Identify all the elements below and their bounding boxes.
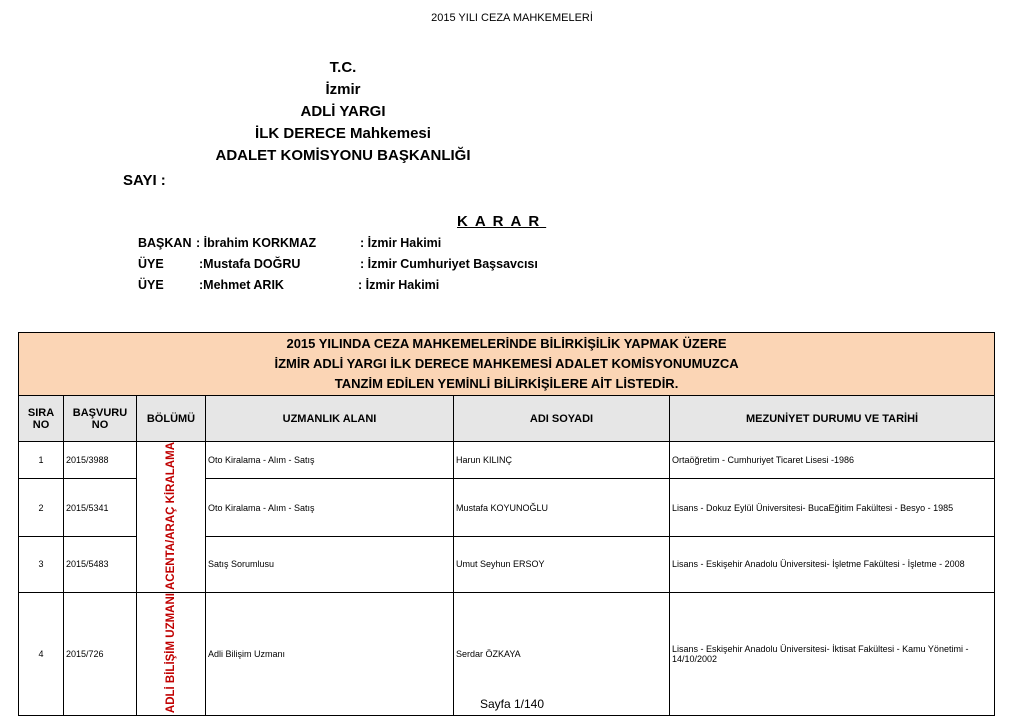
cell-adi-soyadi: Harun KILINÇ bbox=[454, 442, 670, 479]
heading-adli-yargi: ADLİ YARGI bbox=[300, 103, 386, 120]
cell-basvuru: 2015/5341 bbox=[64, 479, 137, 536]
cell-mezuniyet: Lisans - Dokuz Eylül Üniversitesi- BucaEğitim Fakültesi - Besyo - 1985 bbox=[670, 479, 995, 536]
cell-uzmanlik: Adli Bilişim Uzmanı bbox=[206, 593, 454, 716]
header-basvuru: BAŞVURU NO bbox=[64, 396, 137, 442]
cell-uzmanlik: Oto Kiralama - Alım - Satış bbox=[206, 479, 454, 536]
section-label: ADLİ BİLİŞİM UZMANI bbox=[164, 593, 177, 714]
cell-uzmanlik: Oto Kiralama - Alım - Satış bbox=[206, 442, 454, 479]
table-header-row bbox=[19, 396, 995, 442]
committee-title: : İzmir Cumhuriyet Başsavcısı bbox=[360, 257, 538, 271]
cell-basvuru: 2015/5483 bbox=[64, 536, 137, 592]
cell-mezuniyet: Lisans - Eskişehir Anadolu Üniversitesi- İşletme Fakültesi - İşletme - 2008 bbox=[670, 536, 995, 592]
committee-name: :Mehmet ARIK bbox=[199, 278, 284, 292]
heading-court: İLK DERECE Mahkemesi bbox=[255, 125, 431, 142]
committee-role: ÜYE bbox=[138, 257, 164, 271]
table-banner-row bbox=[19, 333, 995, 396]
cell-adi-soyadi: Serdar ÖZKAYA bbox=[454, 593, 670, 716]
cell-mezuniyet: Ortaöğretim - Cumhuriyet Ticaret Lisesi -1986 bbox=[670, 442, 995, 479]
cell-adi-soyadi: Umut Seyhun ERSOY bbox=[454, 536, 670, 592]
cell-sira: 4 bbox=[19, 593, 64, 716]
cell-uzmanlik: Satış Sorumlusu bbox=[206, 536, 454, 592]
table-banner bbox=[19, 333, 995, 396]
header-sira: SIRA NO bbox=[19, 396, 64, 442]
cell-sira: 1 bbox=[19, 442, 64, 479]
banner-line: 2015 YILINDA CEZA MAHKEMELERİNDE BİLİRKİŞİLİK YAPMAK ÜZERE bbox=[286, 336, 727, 351]
page-footer: Sayfa 1/140 bbox=[479, 697, 545, 711]
expert-list-table bbox=[18, 332, 995, 716]
committee-role: BAŞKAN bbox=[138, 236, 192, 250]
committee-name: : İbrahim KORKMAZ bbox=[196, 236, 317, 250]
karar-title: KARAR bbox=[457, 213, 547, 230]
page-header: 2015 YILI CEZA MAHKEMELERİ bbox=[431, 12, 593, 24]
banner-line: İZMİR ADLİ YARGI İLK DERECE MAHKEMESİ ADALET KOMİSYONUMUZCA bbox=[274, 356, 739, 371]
committee-role: ÜYE bbox=[138, 278, 164, 292]
heading-tc: T.C. bbox=[329, 59, 357, 76]
committee-name: :Mustafa DOĞRU bbox=[199, 257, 301, 271]
cell-basvuru: 2015/3988 bbox=[64, 442, 137, 479]
cell-sira: 3 bbox=[19, 536, 64, 592]
heading-city: İzmir bbox=[325, 81, 361, 98]
table-row bbox=[19, 442, 995, 479]
heading-commission: ADALET KOMİSYONU BAŞKANLIĞI bbox=[215, 147, 471, 164]
header-mezuniyet: MEZUNİYET DURUMU VE TARİHİ bbox=[670, 396, 995, 442]
header-bolum: BÖLÜMÜ bbox=[137, 396, 206, 442]
section-label: ACENTA/ARAÇ KİRALAMA bbox=[164, 442, 177, 590]
section-acenta-arac-kiralama bbox=[137, 442, 206, 593]
committee-title: : İzmir Hakimi bbox=[358, 278, 440, 292]
header-uzmanlik: UZMANLIK ALANI bbox=[206, 396, 454, 442]
banner-line: TANZİM EDİLEN YEMİNLİ BİLİRKİŞİLERE AİT LİSTEDİR. bbox=[334, 376, 679, 391]
committee-title: : İzmir Hakimi bbox=[360, 236, 442, 250]
cell-sira: 2 bbox=[19, 479, 64, 536]
sayi-label: SAYI : bbox=[123, 172, 166, 189]
cell-adi-soyadi: Mustafa KOYUNOĞLU bbox=[454, 479, 670, 536]
cell-basvuru: 2015/726 bbox=[64, 593, 137, 716]
header-adi-soyadi: ADI SOYADI bbox=[454, 396, 670, 442]
cell-mezuniyet: Lisans - Eskişehir Anadolu Üniversitesi- İktisat Fakültesi - Kamu Yönetimi - 14/10/2002 bbox=[670, 593, 995, 716]
